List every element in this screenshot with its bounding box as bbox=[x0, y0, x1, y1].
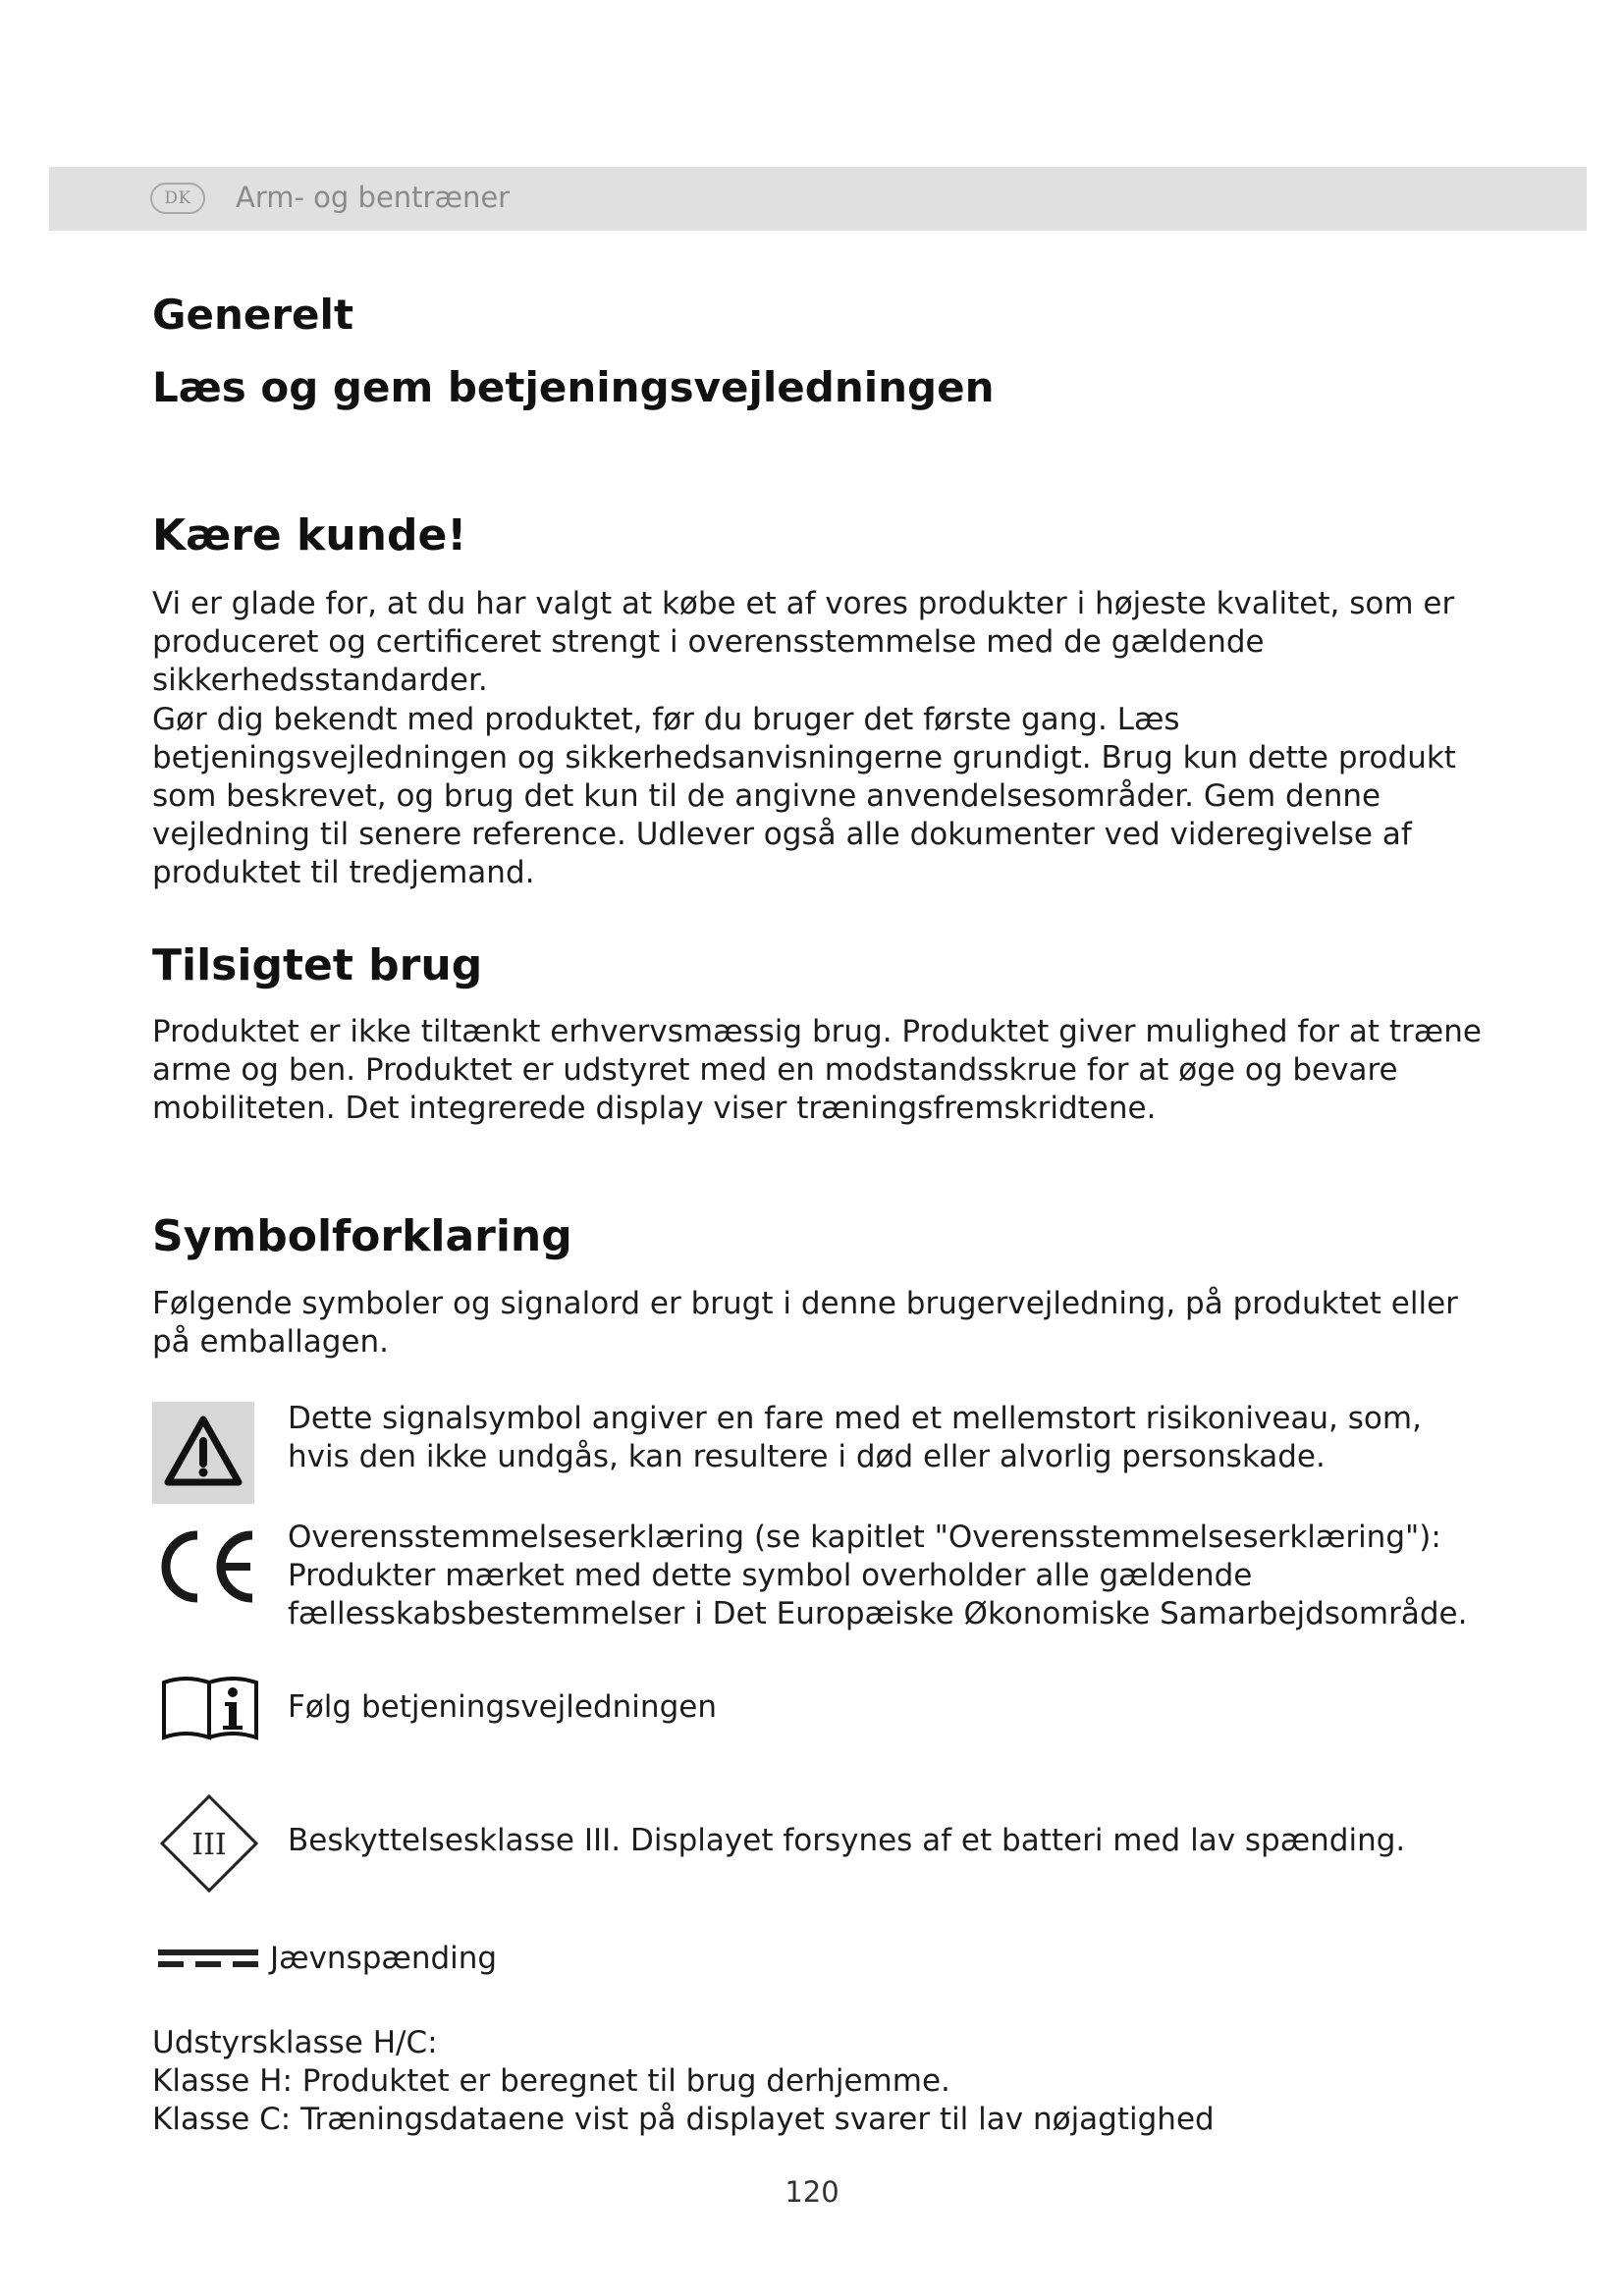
manual-symbol-text: Følg betjeningsvejledningen bbox=[288, 1689, 717, 1725]
header-title: Arm- og bentræner bbox=[236, 181, 511, 214]
protection-class-text: Beskyttelsesklasse III. Displayet forsynes af et batteri med lav spænding. bbox=[288, 1823, 1406, 1858]
protection-class-iii-icon bbox=[158, 1792, 260, 1898]
ce-symbol-text: Overensstemmelseserklæring (se kapitlet "Overensstemmelseserklæring"): Produkter mærket med dette symbol overholder alle gældende fællesskabsbestemmelser i Det Europæiske Økonomiske Samarbejdsområde. bbox=[288, 1520, 1468, 1631]
read-manual-heading: Læs og gem betjeningsvejledningen bbox=[152, 363, 995, 411]
dc-voltage-icon bbox=[158, 1944, 260, 1977]
intended-use-paragraph: Produktet er ikke tiltænkt erhvervsmæssig brug. Produktet giver mulighed for at træne arme og ben. Produktet er udstyret med en modstandsskrue for at øge og bevare mobiliteten. Det integrerede display viser træningsfremskridtene. bbox=[152, 1014, 1482, 1126]
warning-triangle-icon bbox=[152, 1402, 254, 1508]
equipment-class-h: Klasse H: Produktet er beregnet til brug derhjemme. bbox=[152, 2063, 950, 2099]
symbols-heading: Symbolforklaring bbox=[152, 1211, 572, 1261]
protection-class-label: III bbox=[191, 1828, 227, 1862]
intended-use-heading: Tilsigtet brug bbox=[152, 940, 483, 990]
page-number: 120 bbox=[785, 2175, 839, 2209]
general-heading: Generelt bbox=[152, 291, 354, 339]
header-bar bbox=[49, 167, 1587, 231]
language-badge: DK bbox=[150, 183, 205, 214]
dear-customer-heading: Kære kunde! bbox=[152, 510, 467, 561]
dear-customer-paragraph-2: Gør dig bekendt med produktet, før du bruger det første gang. Læs betjeningsvejledningen og sikkerhedsanvisningerne grundigt. Brug kun dette produkt som beskrevet, og brug det kun til de angivne anvendelsesområder. Gem denne vejledning til senere reference. Udlever også alle dokumenter ved videregivelse af produktet til tredjemand. bbox=[152, 702, 1456, 890]
dear-customer-paragraph-1: Vi er glade for, at du har valgt at købe et af vores produkter i højeste kvalitet, som er produceret og certificeret strengt i overensstemmelse med de gældende sikkerhedsstandarder. bbox=[152, 586, 1455, 698]
dc-voltage-text: Jævnspænding bbox=[270, 1941, 498, 1976]
equipment-class-title: Udstyrsklasse H/C: bbox=[152, 2025, 438, 2060]
equipment-class-c: Klasse C: Træningsdataene vist på displayet svarer til lav nøjagtighed bbox=[152, 2102, 1215, 2137]
warning-symbol-text: Dette signalsymbol angiver en fare med et mellemstort risikoniveau, som, hvis den ikke undgås, kan resultere i død eller alvorlig personskade. bbox=[288, 1401, 1422, 1474]
manual-info-icon bbox=[160, 1673, 262, 1745]
symbols-intro: Følgende symboler og signalord er brugt i denne brugervejledning, på produktet eller på emballagen. bbox=[152, 1286, 1458, 1360]
ce-mark-icon bbox=[154, 1527, 256, 1610]
